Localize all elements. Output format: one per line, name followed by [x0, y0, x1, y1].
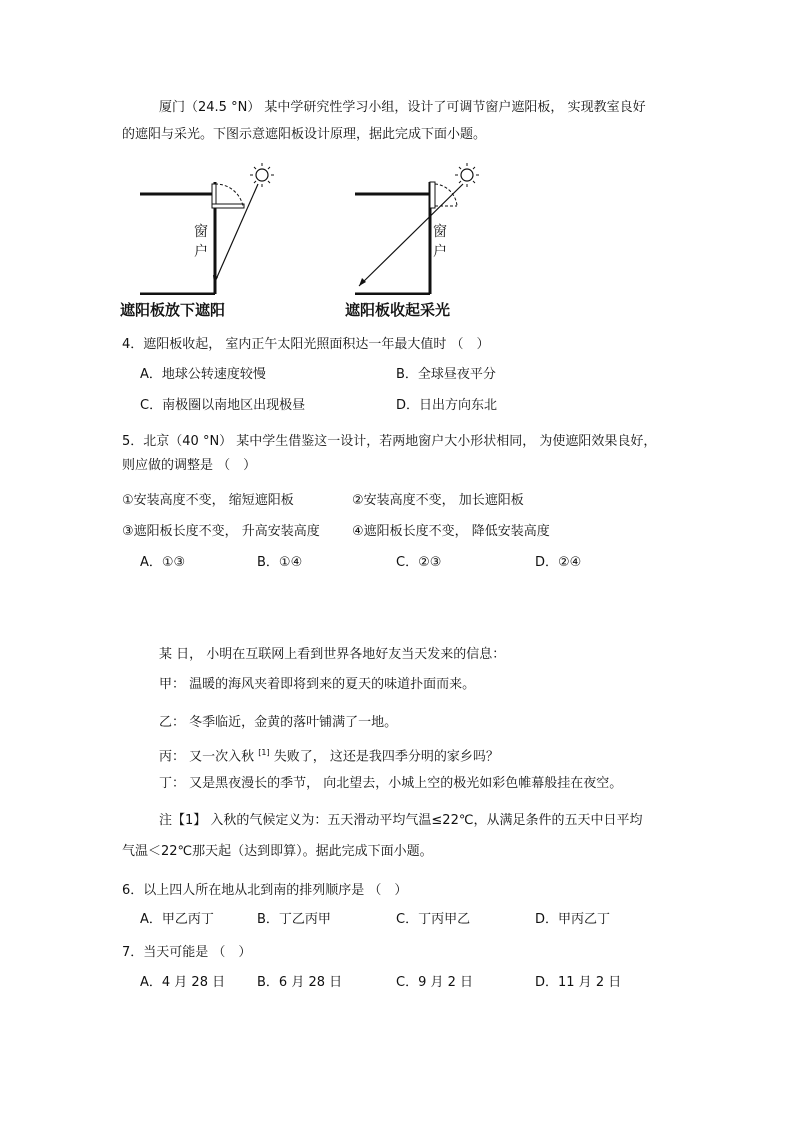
- q5-item-2: ②安装高度不变， 加长遮阳板: [352, 493, 524, 508]
- rotation-arc: [435, 184, 457, 206]
- message-yi: 乙： 冬季临近，金黄的落叶铺满了一地。: [159, 715, 398, 730]
- q7-option-d: D．11 月 2 日: [535, 975, 622, 990]
- q7-option-a: A．4 月 28 日: [140, 975, 226, 990]
- figure-caption-right: 遮阳板收起采光: [345, 301, 451, 319]
- message-jia: 甲： 温暖的海风夹着即将到来的夏天的味道扑面而来。: [159, 677, 476, 692]
- shade-board: [430, 182, 435, 208]
- passage-intro: 某 日， 小明在互联网上看到世界各地好友当天发来的信息：: [159, 647, 506, 662]
- footnote-line-2: 气温＜22℃那天起（达到即算）。据此完成下面小题。: [122, 844, 433, 859]
- window-label-bottom: 户: [433, 244, 447, 260]
- shade-lowered-diagram: [120, 160, 290, 295]
- window-label-top: 窗: [194, 224, 208, 240]
- q6-option-a: A．甲乙丙丁: [140, 912, 214, 927]
- q5-option-b: B．①④: [257, 555, 303, 570]
- q7-option-c: C．9 月 2 日: [396, 975, 474, 990]
- q4-stem: 4．遮阳板收起， 室内正午太阳光照面积达一年最大值时 （ ）: [122, 337, 490, 352]
- footnote-marker: [1]: [258, 748, 270, 757]
- window-label-bottom: 户: [194, 244, 208, 260]
- shade-raised-diagram: [345, 160, 515, 295]
- shade-board: [212, 204, 244, 208]
- q5-option-d: D．②④: [535, 555, 582, 570]
- message-bing: [159, 745, 499, 765]
- q6-stem: 6．以上四人所在地从北到南的排列顺序是 （ ）: [122, 883, 408, 898]
- q5-option-c: C．②③: [396, 555, 442, 570]
- q5-item-3: ③遮阳板长度不变， 升高安装高度: [122, 524, 320, 539]
- window-label-top: 窗: [433, 224, 447, 240]
- q6-option-b: B．丁乙丙甲: [257, 912, 331, 927]
- q5-stem-line-2: 则应做的调整是 （ ）: [122, 458, 257, 473]
- q4-option-c: C．南极圈以南地区出现极昼: [140, 398, 306, 413]
- q7-option-b: B．6 月 28 日: [257, 975, 343, 990]
- intro-line-1: 厦门（24.5 °N） 某中学研究性学习小组，设计了可调节窗户遮阳板， 实现教室良好: [159, 100, 646, 115]
- q6-option-c: C．丁丙甲乙: [396, 912, 471, 927]
- message-bing-end: 失败了， 这还是我四季分明的家乡吗？: [273, 749, 499, 765]
- sun-icon: [455, 163, 479, 187]
- q4-option-b: B．全球昼夜平分: [396, 367, 496, 382]
- q5-stem-line-1: 5．北京（40 °N） 某中学生借鉴这一设计，若两地窗户大小形状相同， 为使遮阳效果良好，: [122, 434, 657, 449]
- q5-item-1: ①安装高度不变， 缩短遮阳板: [122, 493, 294, 508]
- q5-item-4: ④遮阳板长度不变， 降低安装高度: [352, 524, 550, 539]
- q4-option-a: A．地球公转速度较慢: [140, 367, 266, 382]
- figure-caption-left: 遮阳板放下遮阳: [120, 301, 226, 319]
- sun-ray: [359, 184, 463, 286]
- message-ding: 丁： 又是黑夜漫长的季节， 向北望去，小城上空的极光如彩色帷幕般挂在夜空。: [159, 776, 623, 791]
- q4-option-d: D．日出方向东北: [396, 398, 498, 413]
- rotation-arc: [215, 184, 243, 206]
- q5-option-a: A．①③: [140, 555, 186, 570]
- intro-line-2: 的遮阳与采光。下图示意遮阳板设计原理，据此完成下面小题。: [122, 127, 487, 142]
- sun-icon: [250, 163, 274, 187]
- message-bing-start: 丙： 又一次入秋: [159, 749, 255, 765]
- sun-ray: [214, 184, 258, 284]
- q7-stem: 7．当天可能是 （ ）: [122, 945, 252, 960]
- q6-option-d: D．甲丙乙丁: [535, 912, 611, 927]
- footnote-line-1: 注【1】 入秋的气候定义为：五天滑动平均气温≤22℃，从满足条件的五天中日平均: [159, 813, 643, 828]
